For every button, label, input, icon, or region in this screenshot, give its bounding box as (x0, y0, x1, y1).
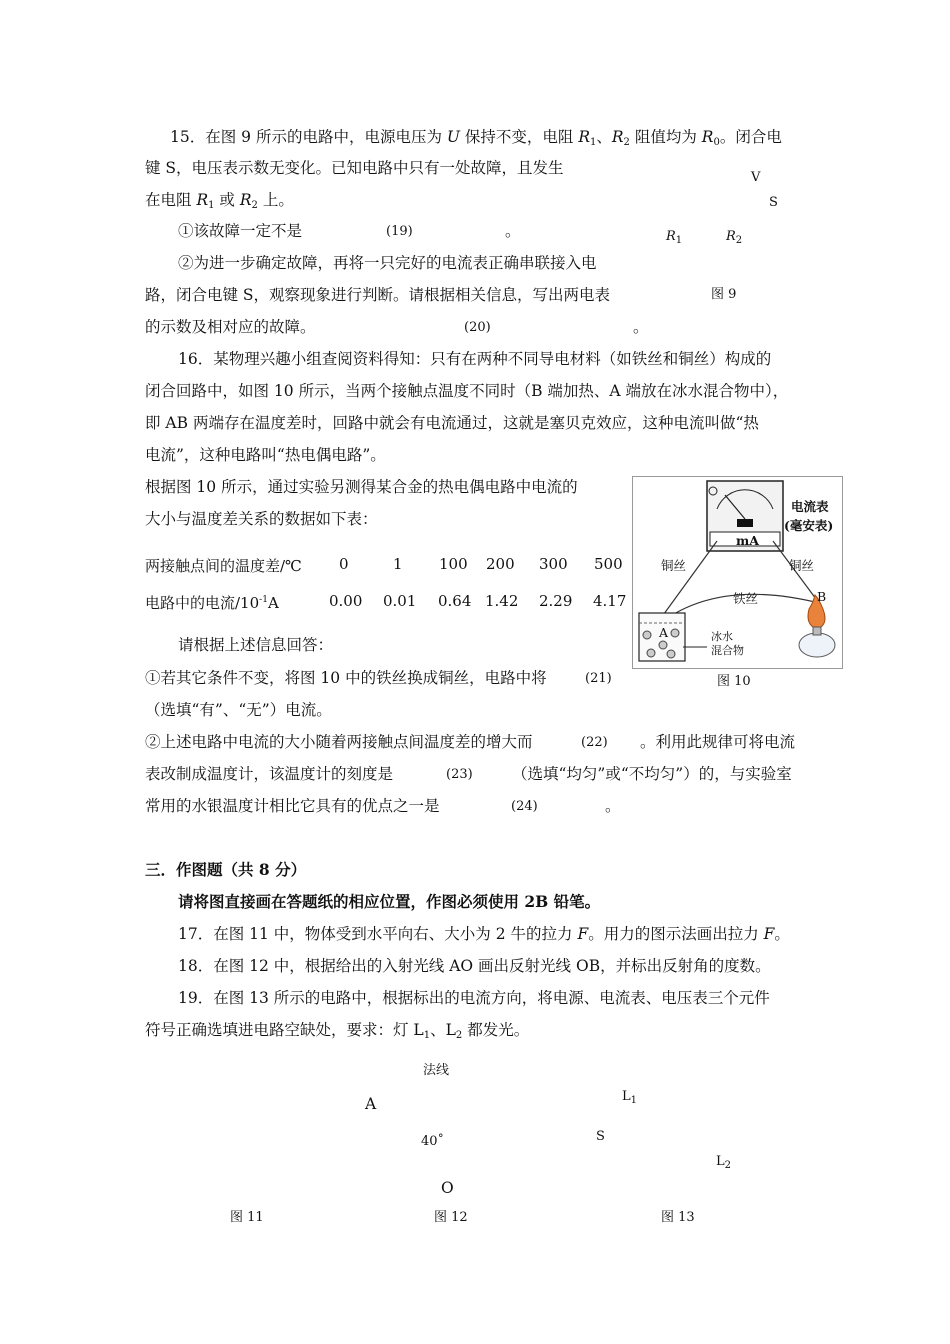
table-cell: 200 (486, 555, 515, 573)
q16-p2a: ②上述电路中电流的大小随着两接触点间温度差的增大而 (145, 733, 533, 751)
table-cell: 500 (594, 555, 623, 573)
fig9-r1-label: $R_1$ (666, 229, 683, 246)
q17: 17．在图 11 中，物体受到水平向右、大小为 2 牛的拉力 F。用力的图示法画出拉力 F。 (178, 925, 790, 943)
fig10-iron-label: 铁丝 (733, 591, 759, 606)
table-cell: 0.00 (329, 592, 363, 610)
q16-line1: 16．某物理兴趣小组查阅资料得知：只有在两种不同导电材料（如铁丝和铜丝）构成的 (178, 350, 772, 368)
q16-p3a: 表改制成温度计，该温度计的刻度是 (145, 765, 394, 783)
fig10-ammeter-label: 电流表 (791, 499, 829, 514)
fig10-ice-label2: 混合物 (711, 644, 744, 657)
answer-blank-19: (19) (386, 224, 413, 239)
fig10-ice-label: 冰水 (711, 630, 733, 643)
section3-note: 请将图直接画在答题纸的相应位置，作图必须使用 2B 铅笔。 (178, 892, 601, 911)
fig12-point-a: A (365, 1095, 377, 1113)
fig9-caption: 图 9 (711, 287, 737, 302)
q15-part2: ②为进一步确定故障，再将一只完好的电流表正确串联接入电 (178, 254, 597, 272)
ice-cube (667, 650, 675, 658)
fig9-switch-label: S (769, 195, 778, 210)
q16-ask: 请根据上述信息回答： (178, 636, 334, 654)
table-row2-label: 电路中的电流$/10^{-1}A$ (145, 594, 279, 612)
q15-end1: 。 (505, 222, 521, 240)
table-cell: 2.29 (539, 592, 573, 610)
q16-line5: 根据图 10 所示，通过实验另测得某合金的热电偶电路中电流的 (145, 478, 578, 496)
fig12-angle-label: 40˚ (421, 1134, 445, 1149)
fig13-l1-label: $L_1$ (622, 1089, 638, 1106)
table-cell: 1 (393, 555, 403, 573)
fig12-normal-label: 法线 (423, 1063, 450, 1078)
table-cell: 100 (439, 555, 468, 573)
answer-blank-20: (20) (464, 320, 491, 335)
q16-p1a: ①若其它条件不变，将图 10 中的铁丝换成铜丝，电路中将 (145, 669, 547, 687)
answer-blank-22: (22) (581, 735, 608, 750)
answer-blank-24: (24) (511, 799, 538, 814)
q16-p4a: 常用的水银温度计相比它具有的优点之一是 (145, 797, 440, 815)
lamp-wick-holder (813, 627, 821, 635)
fig10-unit-label: mA (736, 533, 759, 548)
ammeter-adjuster (737, 519, 753, 527)
q15-line2: 键 S，电压表示数无变化。已知电路中只有一处故障，且发生 (145, 159, 564, 177)
q15-end2: 。 (633, 318, 649, 336)
fig12-point-o: O (441, 1179, 454, 1197)
fig9-r2-label: $R_2$ (726, 229, 743, 246)
fig9-voltmeter-label: V (751, 170, 761, 185)
ice-cube (643, 631, 651, 639)
fig10-thermocouple-figure (632, 476, 843, 669)
fig12-caption: 图 12 (434, 1210, 468, 1225)
q18: 18．在图 12 中，根据给出的入射光线 AO 画出反射光线 OB，并标出反射角的度数。 (178, 957, 771, 975)
q16-p2b: 。利用此规律可将电流 (640, 733, 796, 751)
fig13-l2-label: $L_2$ (716, 1154, 732, 1171)
ice-cube (647, 649, 655, 657)
fig10-point-b: B (817, 589, 827, 604)
table-cell: 1.42 (485, 592, 519, 610)
q15-line3: 在电阻 $R_1$ 或 $R_2$ 上。 (145, 191, 294, 211)
q16-p4b: 。 (605, 797, 621, 815)
table-cell: 0.01 (383, 592, 417, 610)
q16-line6: 大小与温度差关系的数据如下表： (145, 510, 378, 528)
q16-line4: 电流”，这种电路叫“热电偶电路”。 (145, 446, 386, 464)
table-cell: 0.64 (438, 592, 472, 610)
q15-line6: 路，闭合电键 S，观察现象进行判断。请根据相关信息，写出两电表 (145, 286, 611, 304)
fig13-caption: 图 13 (661, 1210, 695, 1225)
answer-blank-23: (23) (446, 767, 473, 782)
fig10-ammeter-sublabel: (毫安表) (784, 518, 834, 533)
q15-line7: 的示数及相对应的故障。 (145, 318, 316, 336)
q19-line2: 符号正确选填进电路空缺处，要求：灯 $L_1$、$L_2$ 都发光。 (145, 1021, 530, 1041)
q16-p3b: （选填“均匀”或“不均匀”）的，与实验室 (512, 765, 792, 783)
table-cell: 0 (339, 555, 349, 573)
q15-part1: ①该故障一定不是 (178, 222, 303, 240)
section3-title: 三．作图题（共 8 分） (145, 860, 307, 879)
fig10-copper-left-label: 铜丝 (661, 558, 687, 573)
fig10-copper-right-label: 铜丝 (789, 558, 815, 573)
q16-line2: 闭合回路中，如图 10 所示，当两个接触点温度不同时（B 端加热、A 端放在冰水混合物中）， (145, 382, 789, 400)
fig13-switch-label: S (596, 1129, 605, 1144)
fig10-caption: 图 10 (717, 674, 751, 689)
table-row1-label: 两接触点间的温度差/℃ (145, 557, 302, 575)
q19-line1: 19．在图 13 所示的电路中，根据标出的电流方向，将电源、电流表、电压表三个元件 (178, 989, 770, 1007)
table-cell: 4.17 (593, 592, 627, 610)
q16-line3: 即 AB 两端存在温度差时，回路中就会有电流通过，这就是塞贝克效应，这种电流叫做“热 (145, 414, 759, 432)
fig10-point-a: A (659, 625, 669, 640)
ice-cube (671, 629, 679, 637)
table-cell: 300 (539, 555, 568, 573)
q15-line1: 15．在图 9 所示的电路中，电源电压为 U 保持不变，电阻 $R_1$、$R_2$ 阻值均为 $R_0$。闭合电 (170, 128, 782, 148)
fig11-caption: 图 11 (230, 1210, 264, 1225)
alcohol-lamp (799, 633, 835, 657)
q16-p1b: （选填“有”、“无”）电流。 (145, 701, 332, 719)
answer-blank-21: (21) (585, 671, 612, 686)
